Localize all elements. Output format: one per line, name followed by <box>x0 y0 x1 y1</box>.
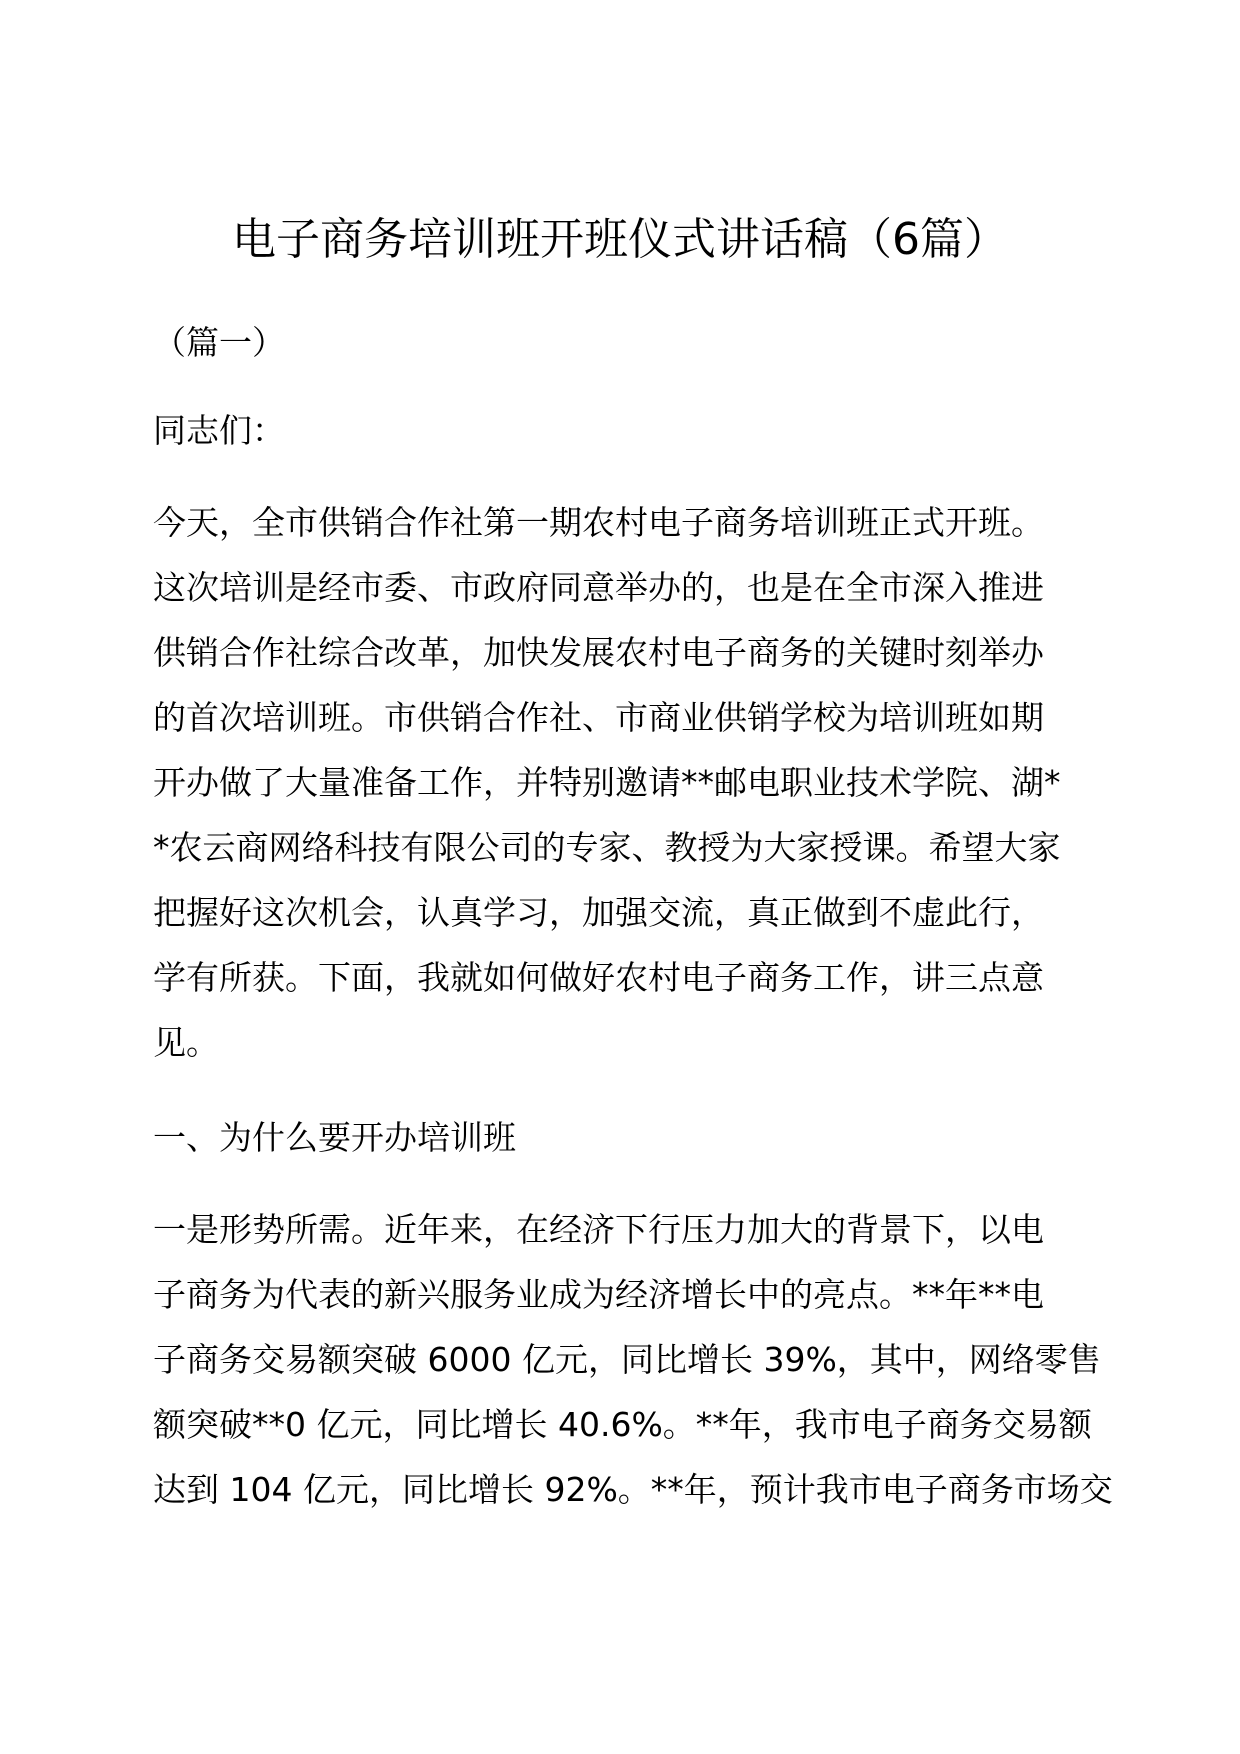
paragraph1-line: 今天，全市供销合作社第一期农村电子商务培训班正式开班。 <box>153 503 1044 542</box>
paragraph1-line: 的首次培训班。市供销合作社、市商业供销学校为培训班如期 <box>153 698 1044 737</box>
paragraph2-line: 达到 104 亿元，同比增长 92%。**年，预计我市电子商务市场交 <box>153 1470 1113 1509</box>
salutation: 同志们： <box>153 411 285 450</box>
section-label: （篇一） <box>153 323 285 362</box>
paragraph1-line: 这次培训是经市委、市政府同意举办的，也是在全市深入推进 <box>153 568 1044 607</box>
paragraph1-line: 把握好这次机会，认真学习，加强交流，真正做到不虚此行， <box>153 893 1044 932</box>
paragraph1-line: 见。 <box>153 1023 219 1062</box>
paragraph1-line: *农云商网络科技有限公司的专家、教授为大家授课。希望大家 <box>153 828 1061 867</box>
document-title: 电子商务培训班开班仪式讲话稿（6篇） <box>232 214 1008 265</box>
paragraph2-line: 一是形势所需。近年来，在经济下行压力加大的背景下，以电 <box>153 1210 1044 1249</box>
paragraph1-line: 开办做了大量准备工作，并特别邀请**邮电职业技术学院、湖* <box>153 763 1061 802</box>
paragraph1-line: 供销合作社综合改革，加快发展农村电子商务的关键时刻举办 <box>153 633 1044 672</box>
paragraph2-line: 额突破**0 亿元，同比增长 40.6%。**年，我市电子商务交易额 <box>153 1405 1092 1444</box>
paragraph1-line: 学有所获。下面，我就如何做好农村电子商务工作，讲三点意 <box>153 958 1044 997</box>
paragraph2-line: 子商务为代表的新兴服务业成为经济增长中的亮点。**年**电 <box>153 1275 1044 1314</box>
section-heading: 一、为什么要开办培训班 <box>153 1118 516 1157</box>
paragraph2-line: 子商务交易额突破 6000 亿元，同比增长 39%，其中，网络零售 <box>153 1340 1101 1379</box>
